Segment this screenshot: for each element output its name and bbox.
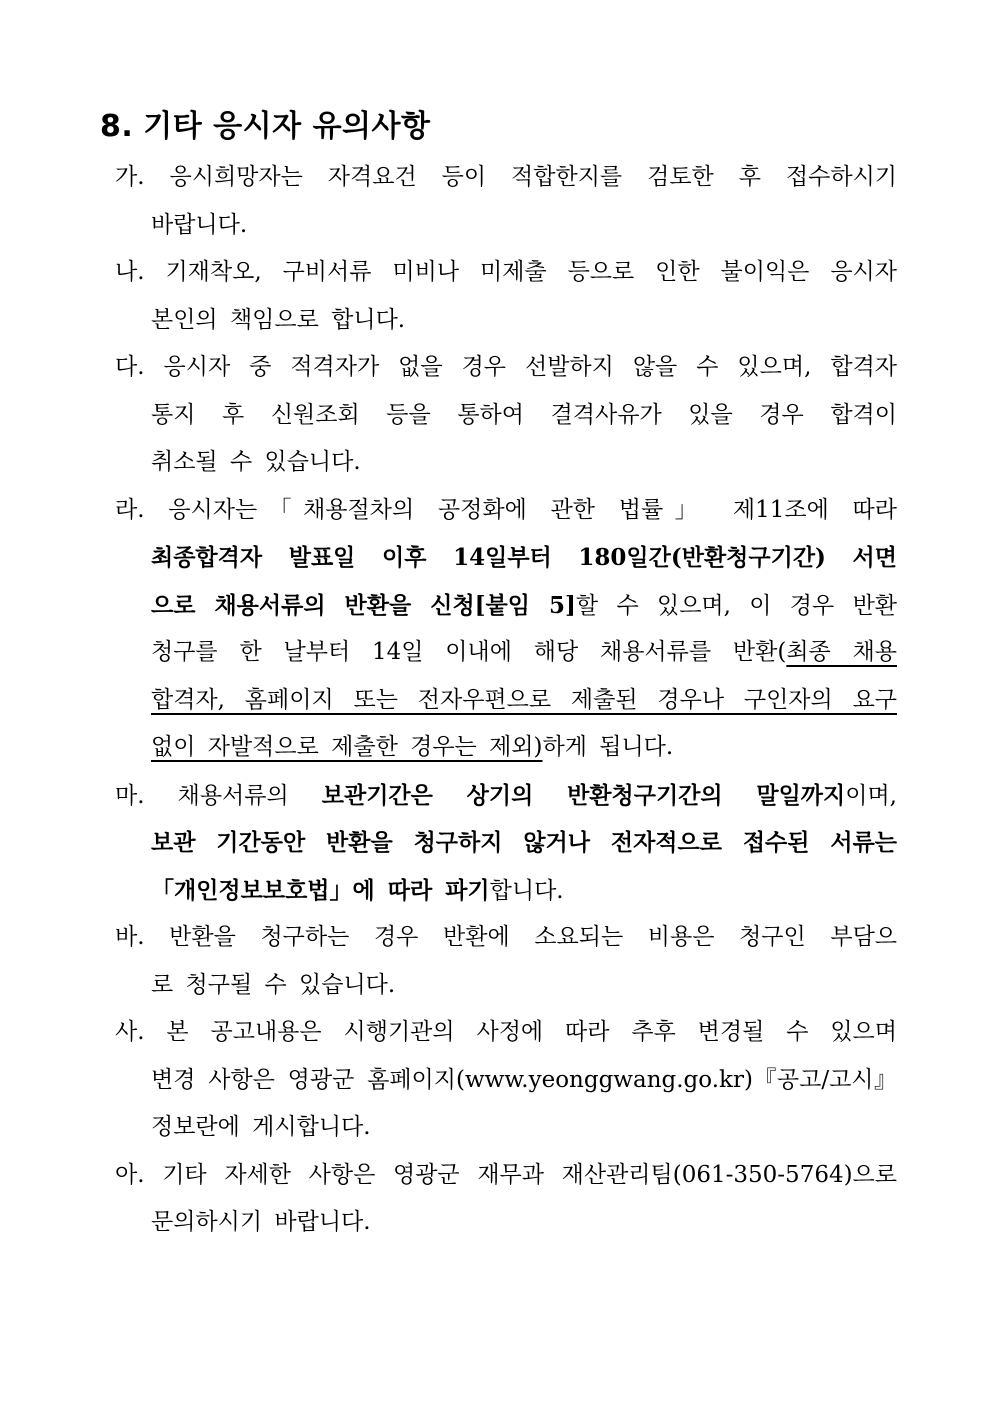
text-segment: 본 공고내용은 시행기관의 사정에 따라 추후 변경될 수 있으며 (166, 1019, 897, 1045)
text-segment: 바랍니다. (151, 211, 248, 238)
text-segment: 기재착오, 구비서류 미비나 미제출 등으로 인한 불이익은 응시자 (165, 259, 897, 285)
text-segment: 응시희망자는 자격요건 등이 적합한지를 검토한 후 접수하시기 (169, 164, 897, 190)
text-segment: 반환을 청구하는 경우 반환에 소요되는 비용은 청구인 부담으 (169, 924, 897, 950)
notice-line (115, 534, 897, 582)
notice-item (115, 154, 897, 249)
text-segment: 취소될 수 있습니다. (151, 449, 361, 475)
text-segment: 정보란에 게시합니다. (151, 1114, 371, 1140)
notice-item-label: 사. (115, 1019, 145, 1045)
text-segment: 통지 후 신원조회 등을 통하여 결격사유가 있을 경우 합격이 (151, 401, 897, 428)
notice-line (115, 629, 897, 677)
notice-item-label: 다. (115, 354, 145, 380)
notice-line (115, 1104, 897, 1152)
text-segment: 없이 자발적으로 제출한 경우는 제외) (151, 734, 543, 760)
notice-line (115, 202, 897, 250)
notice-line (115, 297, 897, 345)
notice-line (115, 914, 897, 962)
notice-line (115, 1057, 897, 1105)
notice-item (115, 1009, 897, 1152)
notice-line (115, 724, 897, 772)
notice-list (115, 154, 897, 1247)
text-segment: 변경 사항은 영광군 홈페이지(www.yeonggwang.go.kr)『공고/고시』 (151, 1066, 897, 1093)
notice-item-label: 바. (115, 924, 145, 950)
notice-item-label: 가. (115, 164, 145, 190)
notice-line (115, 487, 897, 535)
text-segment: 으로 채용서류의 반환을 신청[붙임 5] (151, 591, 576, 619)
text-segment: 하게 됩니다. (542, 734, 674, 760)
notice-line (115, 344, 897, 392)
text-segment: 합니다. (489, 877, 564, 904)
notice-item-label: 마. (115, 782, 145, 809)
notice-line (115, 1199, 897, 1247)
text-segment: 보관 기간동안 반환을 청구하지 않거나 전자적으로 접수된 서류는 (151, 829, 897, 856)
notice-line (115, 1009, 897, 1057)
section-number: 8. (100, 109, 134, 144)
text-segment: 로 청구될 수 있습니다. (151, 971, 396, 998)
notice-item (115, 1152, 897, 1247)
notice-line (115, 1152, 897, 1200)
notice-item-label: 아. (115, 1161, 145, 1188)
notice-item-label: 나. (115, 259, 145, 285)
text-segment: 최종합격자 발표일 이후 14일부터 180일간(반환청구기간) 서면 (151, 544, 897, 571)
notice-item (115, 249, 897, 344)
notice-line (115, 249, 897, 297)
notice-item (115, 344, 897, 487)
text-segment: 문의하시기 바랍니다. (151, 1209, 371, 1235)
notice-line (115, 962, 897, 1010)
notice-item-label: 라. (115, 496, 145, 523)
text-segment: 이며, (845, 782, 897, 809)
notice-line (115, 439, 897, 487)
text-segment: 할 수 있으며, 이 경우 반환 (575, 592, 897, 619)
text-segment: 응시자 중 적격자가 없을 경우 선발하지 않을 수 있으며, 합격자 (163, 354, 897, 380)
text-segment: 응시자는「채용절차의 공정화에 관한 법률」 제11조에 따라 (168, 496, 897, 523)
text-segment: 보관기간은 상기의 반환청구기간의 말일까지 (321, 781, 846, 809)
text-segment: 기타 자세한 사항은 영광군 재무과 재산관리팀(061-350-5764)으로 (162, 1161, 897, 1188)
notice-item (115, 914, 897, 1009)
notice-line (115, 392, 897, 440)
text-segment: 합격자, 홈페이지 또는 전자우편으로 제출된 경우나 구인자의 요구 (151, 686, 897, 713)
notice-line (115, 819, 897, 867)
notice-line (115, 772, 897, 820)
notice-line (115, 867, 897, 915)
text-segment: 본인의 책임으로 합니다. (151, 306, 406, 333)
notice-line (115, 677, 897, 725)
notice-line (115, 154, 897, 202)
text-segment: 청구를 한 날부터 14일 이내에 해당 채용서류를 반환( (151, 639, 787, 665)
section-title: 기타 응시자 유의사항 (143, 109, 431, 144)
notice-item (115, 772, 897, 915)
text-segment: 최종 채용 (786, 639, 897, 665)
text-segment: 채용서류의 (177, 782, 322, 809)
notice-item (115, 487, 897, 772)
text-segment: 「개인정보보호법」에 따라 파기 (151, 876, 490, 904)
notice-line (115, 582, 897, 630)
section-heading (100, 108, 897, 146)
